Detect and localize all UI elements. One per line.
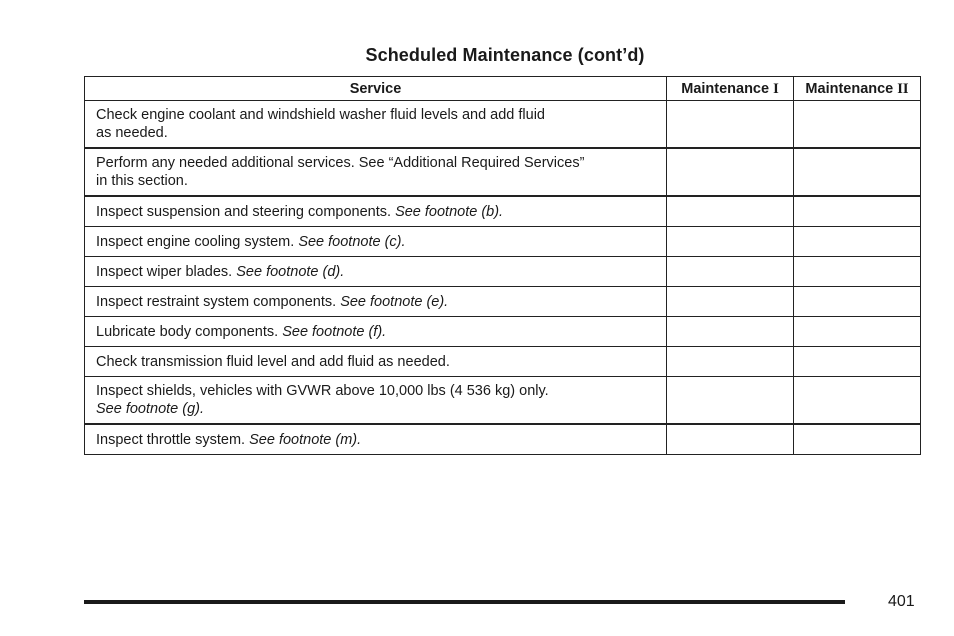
maintenance-2-cell bbox=[794, 148, 921, 196]
service-cell bbox=[85, 101, 667, 149]
maintenance-1-cell bbox=[667, 101, 794, 149]
service-cell bbox=[85, 287, 667, 317]
footnote-ref: See footnote (c). bbox=[298, 233, 406, 250]
page-number: 401 bbox=[888, 593, 915, 610]
table-row bbox=[85, 287, 921, 317]
footnote-ref: See footnote (g). bbox=[96, 401, 205, 417]
service-text: Inspect suspension and steering components. bbox=[96, 203, 396, 220]
footer-rule bbox=[84, 600, 845, 604]
maintenance-2-cell bbox=[794, 101, 921, 149]
maintenance-table bbox=[84, 76, 921, 455]
header-service: Service bbox=[85, 77, 667, 101]
service-text: Inspect engine cooling system. bbox=[96, 233, 299, 250]
maintenance-2-cell bbox=[794, 347, 921, 377]
service-cell bbox=[85, 196, 667, 227]
maintenance-1-cell bbox=[667, 347, 794, 377]
maintenance-1-cell bbox=[667, 287, 794, 317]
header-maintenance-2-label: Maintenance bbox=[805, 80, 898, 97]
table-row bbox=[85, 377, 921, 425]
service-text: Inspect throttle system. bbox=[96, 431, 250, 448]
footnote-ref: See footnote (f). bbox=[282, 323, 387, 340]
header-maintenance-2-numeral: II bbox=[897, 80, 909, 97]
maintenance-2-cell bbox=[794, 227, 921, 257]
service-text: Check engine coolant and windshield washer fluid levels and add fluid bbox=[96, 107, 545, 123]
table-row bbox=[85, 257, 921, 287]
table-row bbox=[85, 317, 921, 347]
service-cell bbox=[85, 257, 667, 287]
page-title: Scheduled Maintenance (cont’d) bbox=[365, 45, 645, 65]
footnote-ref: See footnote (e). bbox=[340, 293, 449, 310]
service-text: Inspect wiper blades. bbox=[96, 263, 237, 280]
service-cell bbox=[85, 317, 667, 347]
footnote-ref: See footnote (b). bbox=[395, 203, 504, 220]
maintenance-1-cell bbox=[667, 377, 794, 425]
header-maintenance-2 bbox=[794, 77, 921, 101]
maintenance-2-cell bbox=[794, 287, 921, 317]
header-maintenance-1-numeral: I bbox=[773, 80, 779, 97]
table-row bbox=[85, 347, 921, 377]
service-cell bbox=[85, 347, 667, 377]
service-text: Inspect shields, vehicles with GVWR above 10,000 lbs (4 536 kg) only. bbox=[96, 383, 549, 399]
maintenance-2-cell bbox=[794, 317, 921, 347]
maintenance-1-cell bbox=[667, 257, 794, 287]
header-maintenance-1 bbox=[667, 77, 794, 101]
service-text: Perform any needed additional services. See “Additional Required Services” bbox=[96, 155, 585, 171]
footnote-ref: See footnote (d). bbox=[236, 263, 345, 280]
maintenance-2-cell bbox=[794, 377, 921, 425]
footnote-ref: See footnote (m). bbox=[249, 431, 362, 448]
maintenance-2-cell bbox=[794, 196, 921, 227]
service-text: Check transmission fluid level and add fluid as needed. bbox=[96, 353, 450, 370]
service-cell bbox=[85, 377, 667, 425]
maintenance-1-cell bbox=[667, 424, 794, 455]
maintenance-1-cell bbox=[667, 196, 794, 227]
table-row bbox=[85, 227, 921, 257]
maintenance-1-cell bbox=[667, 148, 794, 196]
service-text: Lubricate body components. bbox=[96, 323, 283, 340]
service-text: Inspect restraint system components. bbox=[96, 293, 341, 310]
service-text: as needed. bbox=[96, 125, 168, 141]
service-cell bbox=[85, 227, 667, 257]
maintenance-2-cell bbox=[794, 257, 921, 287]
table-row bbox=[85, 148, 921, 196]
table-row bbox=[85, 196, 921, 227]
service-cell bbox=[85, 148, 667, 196]
service-cell bbox=[85, 424, 667, 455]
maintenance-2-cell bbox=[794, 424, 921, 455]
table-row bbox=[85, 101, 921, 149]
maintenance-1-cell bbox=[667, 227, 794, 257]
service-text: in this section. bbox=[96, 173, 188, 189]
table-row bbox=[85, 424, 921, 455]
header-maintenance-1-label: Maintenance bbox=[681, 80, 774, 97]
table-header-row bbox=[85, 77, 921, 101]
maintenance-1-cell bbox=[667, 317, 794, 347]
